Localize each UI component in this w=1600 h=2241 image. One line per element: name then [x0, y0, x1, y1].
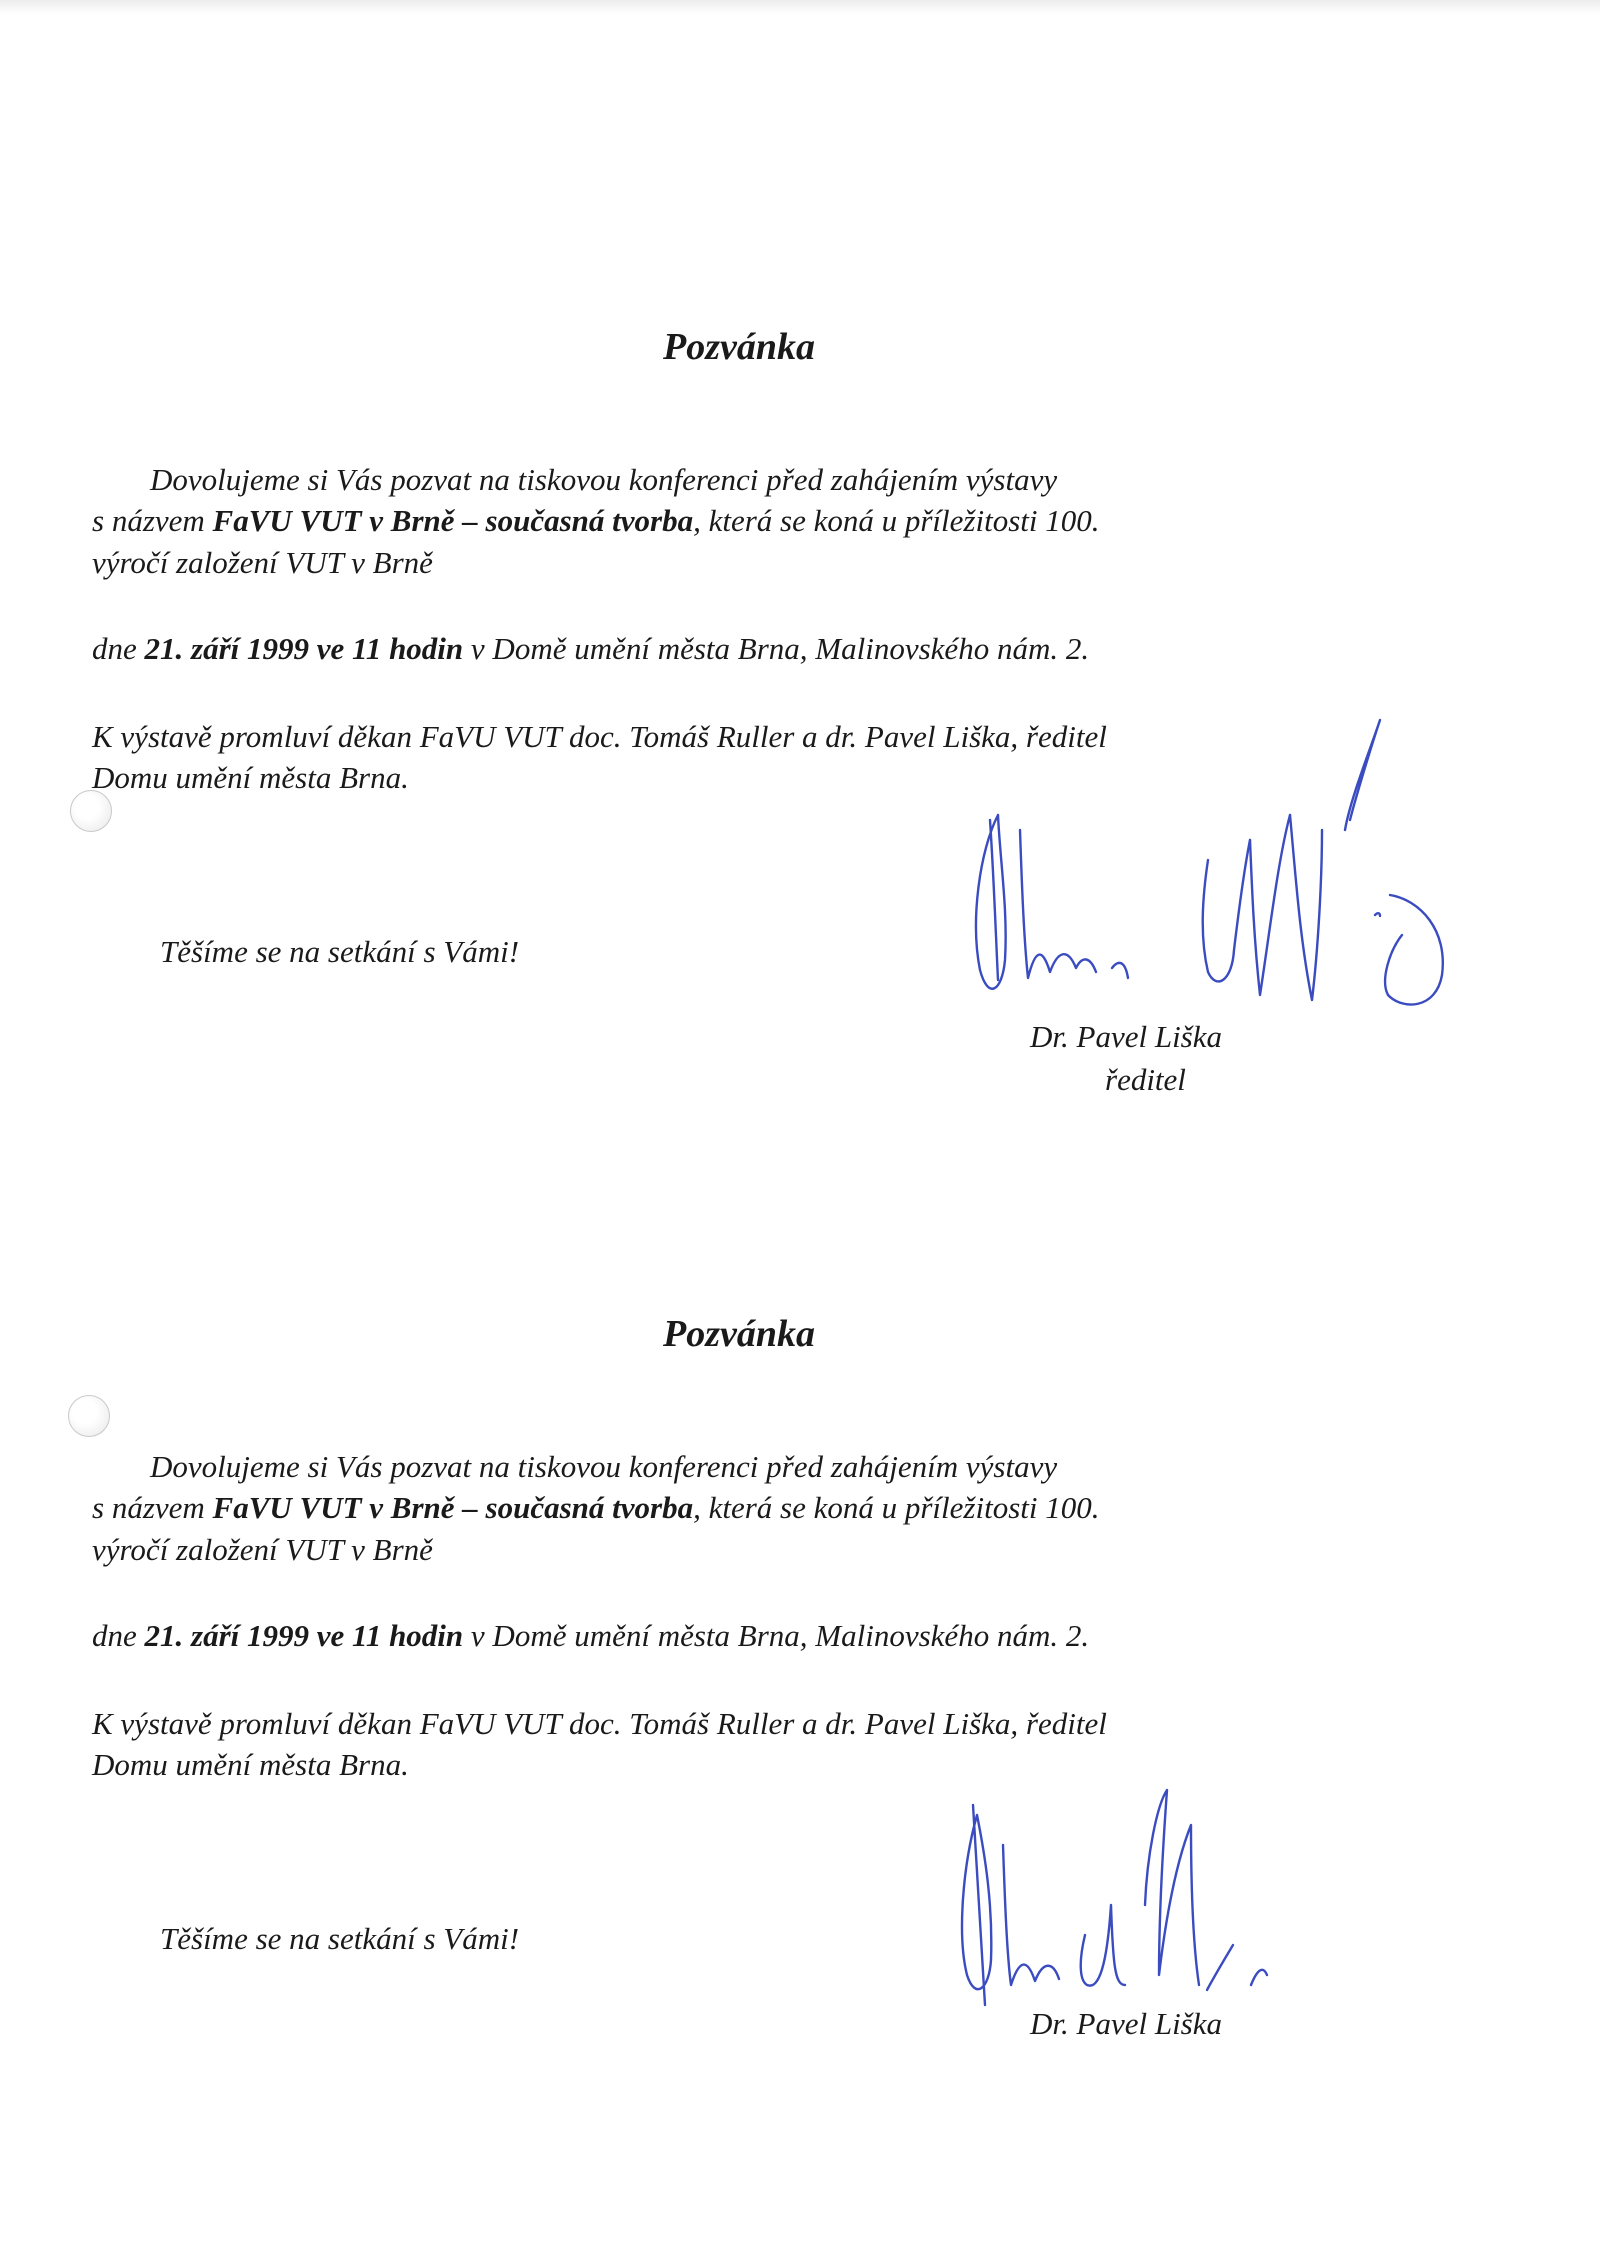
intro-line-2-prefix: s názvem — [92, 503, 213, 538]
speakers-line-2: Domu umění města Brna. — [92, 760, 409, 795]
exhibition-name: FaVU VUT v Brně – současná tvorba — [212, 1490, 694, 1525]
event-date-line — [92, 629, 1089, 669]
speakers-line-2: Domu umění města Brna. — [92, 1747, 409, 1782]
signatory-name: Dr. Pavel Liška — [1030, 1019, 1223, 1054]
signatory-role: ředitel — [1105, 1062, 1186, 1097]
handwritten-signature — [945, 1785, 1345, 2015]
intro-line-3: výročí založení VUT v Brně — [92, 545, 433, 580]
handwritten-signature — [950, 710, 1470, 1020]
invitation-title: Pozvánka — [663, 1313, 815, 1355]
speakers-line-1: K výstavě promluví děkan FaVU VUT doc. Tomáš Ruller a dr. Pavel Liška, ředitel — [92, 719, 1107, 754]
date-prefix: dne — [92, 1618, 145, 1653]
event-venue: v Domě umění města Brna, Malinovského nám. 2. — [463, 631, 1090, 666]
exhibition-name: FaVU VUT v Brně – současná tvorba — [212, 503, 694, 538]
event-date: 21. září 1999 ve 11 hodin — [144, 1618, 464, 1653]
intro-line-2 — [92, 1488, 1100, 1528]
intro-line-2 — [92, 501, 1100, 541]
event-venue: v Domě umění města Brna, Malinovského nám. 2. — [463, 1618, 1090, 1653]
event-date-line — [92, 1616, 1089, 1656]
scan-edge — [0, 0, 1600, 14]
intro-line-2-suffix: , která se koná u příležitosti 100. — [693, 1490, 1100, 1525]
punch-hole — [68, 1395, 110, 1437]
signatory-name: Dr. Pavel Liška — [1030, 2006, 1223, 2041]
intro-line-2-suffix: , která se koná u příležitosti 100. — [693, 503, 1100, 538]
intro-line-2-prefix: s názvem — [92, 1490, 213, 1525]
intro-line-3: výročí založení VUT v Brně — [92, 1532, 433, 1567]
invitation-title: Pozvánka — [663, 326, 815, 368]
date-prefix: dne — [92, 631, 145, 666]
event-date: 21. září 1999 ve 11 hodin — [144, 631, 464, 666]
intro-line-1: Dovolujeme si Vás pozvat na tiskovou konferenci před zahájením výstavy — [150, 1449, 1058, 1484]
speakers-line-1: K výstavě promluví děkan FaVU VUT doc. Tomáš Ruller a dr. Pavel Liška, ředitel — [92, 1706, 1107, 1741]
intro-line-1: Dovolujeme si Vás pozvat na tiskovou konferenci před zahájením výstavy — [150, 462, 1058, 497]
closing-line: Těšíme se na setkání s Vámi! — [160, 934, 520, 969]
closing-line: Těšíme se na setkání s Vámi! — [160, 1921, 520, 1956]
